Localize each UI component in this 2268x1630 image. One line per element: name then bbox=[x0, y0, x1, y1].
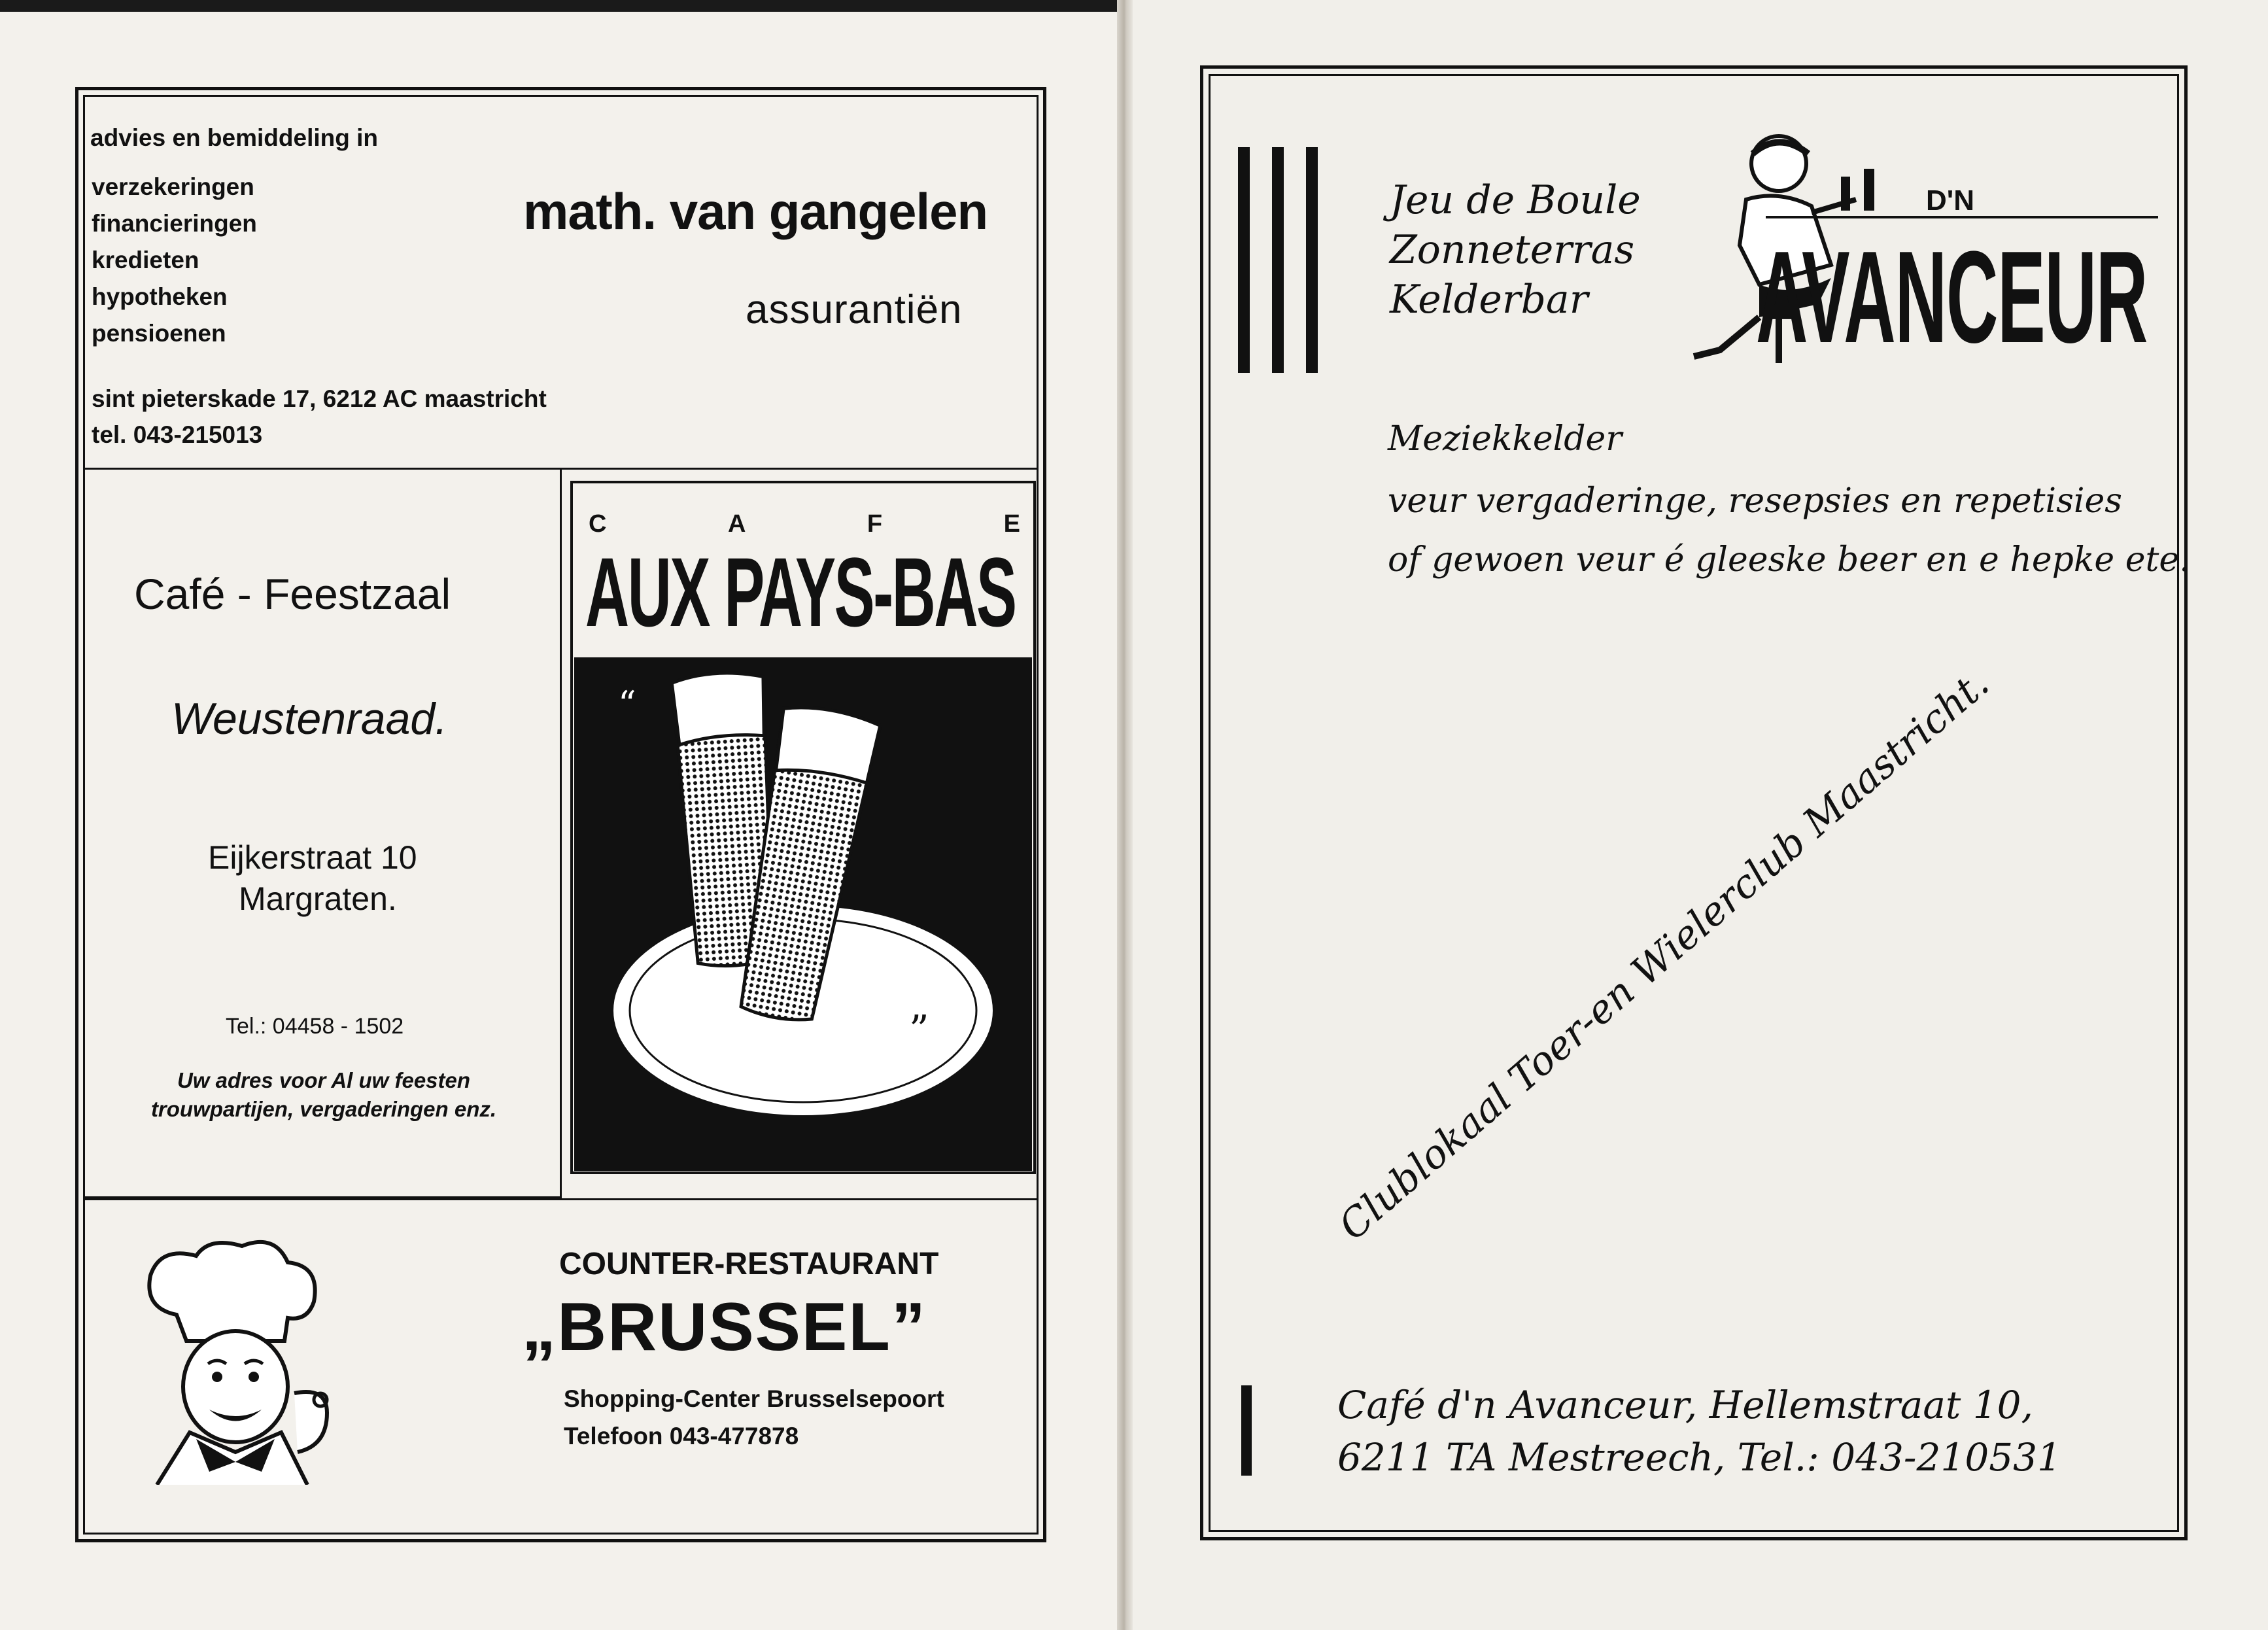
decorative-bar bbox=[1272, 147, 1284, 373]
mvg-service: financieringen bbox=[92, 210, 257, 237]
mvg-service: kredieten bbox=[92, 247, 199, 273]
decorative-bar bbox=[1241, 1385, 1252, 1476]
decorative-bar bbox=[1238, 147, 1250, 373]
mvg-tagline: assurantiën bbox=[746, 287, 963, 332]
footer-address bbox=[1337, 1379, 2061, 1483]
feature-item: Zonneterras bbox=[1390, 227, 1635, 273]
brand-name: AVANCEUR bbox=[1756, 224, 2148, 370]
decorative-bar bbox=[1306, 147, 1318, 373]
paysbas-cafe-letters bbox=[589, 510, 1020, 538]
music-title: Meziekkelder bbox=[1388, 419, 1623, 459]
cafe-letter: C bbox=[589, 510, 607, 538]
chef-illustration bbox=[131, 1236, 340, 1485]
brussel-phone: Telefoon 043-477878 bbox=[564, 1423, 799, 1449]
weustenraad-name: Weustenraad. bbox=[171, 694, 448, 744]
weustenraad-slogan bbox=[114, 1066, 533, 1124]
weustenraad-title: Café - Feestzaal bbox=[134, 570, 451, 618]
brussel-header: COUNTER-RESTAURANT bbox=[559, 1247, 939, 1281]
mvg-company-name: math. van gangelen bbox=[523, 182, 988, 240]
divider bbox=[83, 1198, 1039, 1200]
paysbas-quote-open: “ bbox=[618, 684, 636, 725]
page-gutter bbox=[1117, 0, 1133, 1630]
mvg-services-list bbox=[92, 169, 257, 352]
club-text: Clublokaal Toer-en Wielerclub Maastricht. bbox=[1330, 660, 1998, 1249]
bottle-icon bbox=[1841, 177, 1850, 211]
slogan-line: trouwpartijen, vergaderingen enz. bbox=[150, 1097, 497, 1121]
feature-item: Jeu de Boule bbox=[1390, 177, 1641, 223]
mvg-service: hypotheken bbox=[92, 283, 228, 310]
weustenraad-street: Eijkerstraat 10 bbox=[208, 839, 417, 876]
weustenraad-phone: Tel.: 04458 - 1502 bbox=[226, 1014, 404, 1039]
mvg-phone: tel. 043-215013 bbox=[92, 421, 263, 448]
brussel-location: Shopping-Center Brusselsepoort bbox=[564, 1385, 944, 1412]
weustenraad-town: Margraten. bbox=[239, 880, 397, 917]
bottle-icon bbox=[1864, 169, 1874, 211]
mvg-service: verzekeringen bbox=[92, 173, 254, 200]
page-edge-shadow bbox=[0, 0, 1118, 12]
footer-line: Café d'n Avanceur, Hellemstraat 10, bbox=[1337, 1383, 2033, 1427]
music-line-2: of gewoen veur é gleeske beer en e hepke ete. bbox=[1388, 540, 2190, 580]
cafe-letter: E bbox=[1003, 510, 1020, 538]
feature-item: Kelderbar bbox=[1390, 277, 1589, 322]
mvg-service: pensioenen bbox=[92, 320, 226, 347]
music-line-1: veur vergaderinge, resepsies en repetisies bbox=[1388, 481, 2122, 521]
features-list bbox=[1390, 175, 1641, 324]
beer-glasses-illustration bbox=[574, 657, 1032, 1171]
cafe-letter: F bbox=[867, 510, 883, 538]
mvg-address: sint pieterskade 17, 6212 AC maastricht bbox=[92, 385, 547, 412]
brand-prefix: D'N bbox=[1926, 184, 1975, 217]
brussel-name: „BRUSSEL” bbox=[522, 1289, 927, 1365]
cafe-letter: A bbox=[727, 510, 746, 538]
paysbas-name: AUX PAYS-BAS bbox=[585, 537, 1016, 647]
footer-line: 6211 TA Mestreech, Tel.: 043-210531 bbox=[1337, 1435, 2061, 1480]
slogan-line: Uw adres voor Al uw feesten bbox=[177, 1068, 471, 1092]
mvg-heading: advies en bemiddeling in bbox=[90, 124, 378, 151]
paysbas-quote-close: ” bbox=[909, 1007, 929, 1053]
